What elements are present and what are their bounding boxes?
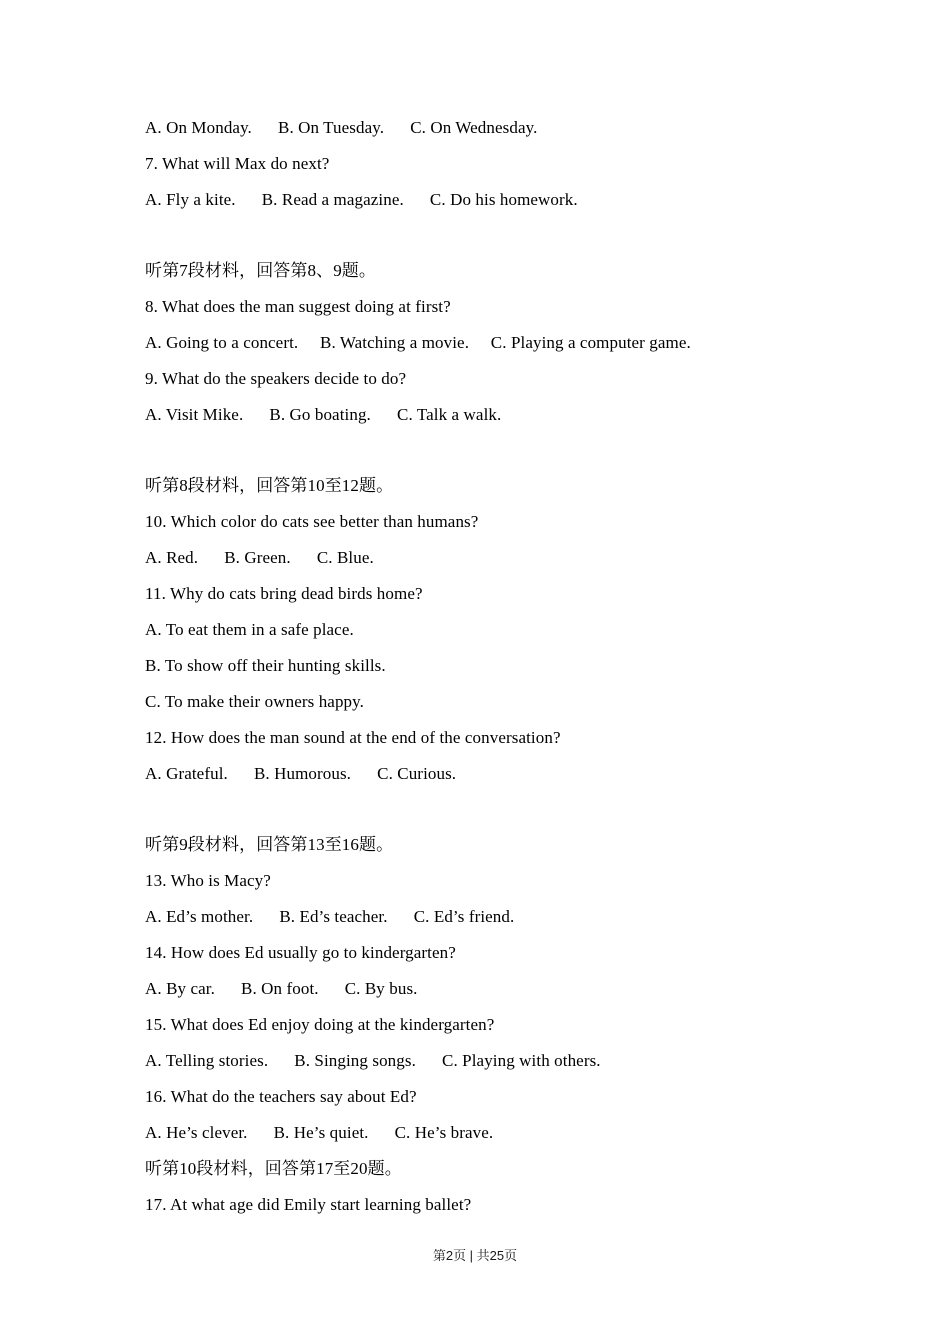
option-line-b: B. To show off their hunting skills. — [145, 656, 386, 675]
section-instruction-8: 听第8段材料，回答第10至12题。 — [145, 476, 394, 495]
section-instruction-10: 听第10段材料，回答第17至20题。 — [145, 1159, 402, 1178]
option-line: A. Visit Mike. B. Go boating. C. Talk a walk. — [145, 405, 502, 424]
section-instruction-9: 听第9段材料，回答第13至16题。 — [145, 835, 394, 854]
question-line-14: 14. How does Ed usually go to kindergarten? — [145, 943, 456, 962]
question-line-17: 17. At what age did Emily start learning ballet? — [145, 1195, 472, 1214]
option-line: A. He’s clever. B. He’s quiet. C. He’s brave. — [145, 1123, 494, 1142]
option-line: A. On Monday. B. On Tuesday. C. On Wednesday. — [145, 118, 538, 137]
question-line-11: 11. Why do cats bring dead birds home? — [145, 584, 423, 603]
question-line-10: 10. Which color do cats see better than humans? — [145, 512, 479, 531]
question-line-9: 9. What do the speakers decide to do? — [145, 369, 407, 388]
question-line-8: 8. What does the man suggest doing at first? — [145, 297, 451, 316]
option-line: A. Red. B. Green. C. Blue. — [145, 548, 374, 567]
option-line: A. Ed’s mother. B. Ed’s teacher. C. Ed’s friend. — [145, 907, 515, 926]
option-line-c: C. To make their owners happy. — [145, 692, 364, 711]
question-line-7: 7. What will Max do next? — [145, 154, 330, 173]
option-line: A. Telling stories. B. Singing songs. C. Playing with others. — [145, 1051, 601, 1070]
question-line-12: 12. How does the man sound at the end of the conversation? — [145, 728, 561, 747]
section-instruction-7: 听第7段材料，回答第8、9题。 — [145, 261, 376, 280]
question-line-13: 13. Who is Macy? — [145, 871, 271, 890]
option-line: A. By car. B. On foot. C. By bus. — [145, 979, 418, 998]
exam-body — [145, 110, 860, 1223]
question-line-15: 15. What does Ed enjoy doing at the kindergarten? — [145, 1015, 495, 1034]
option-line: A. Fly a kite. B. Read a magazine. C. Do his homework. — [145, 190, 578, 209]
option-line-a: A. To eat them in a safe place. — [145, 620, 354, 639]
option-line: A. Grateful. B. Humorous. C. Curious. — [145, 764, 457, 783]
option-line: A. Going to a concert. B. Watching a movie. C. Playing a computer game. — [145, 333, 691, 352]
question-line-16: 16. What do the teachers say about Ed? — [145, 1087, 417, 1106]
page-footer — [0, 1245, 950, 1264]
page-indicator: 第2页 | 共25页 — [432, 1248, 518, 1263]
